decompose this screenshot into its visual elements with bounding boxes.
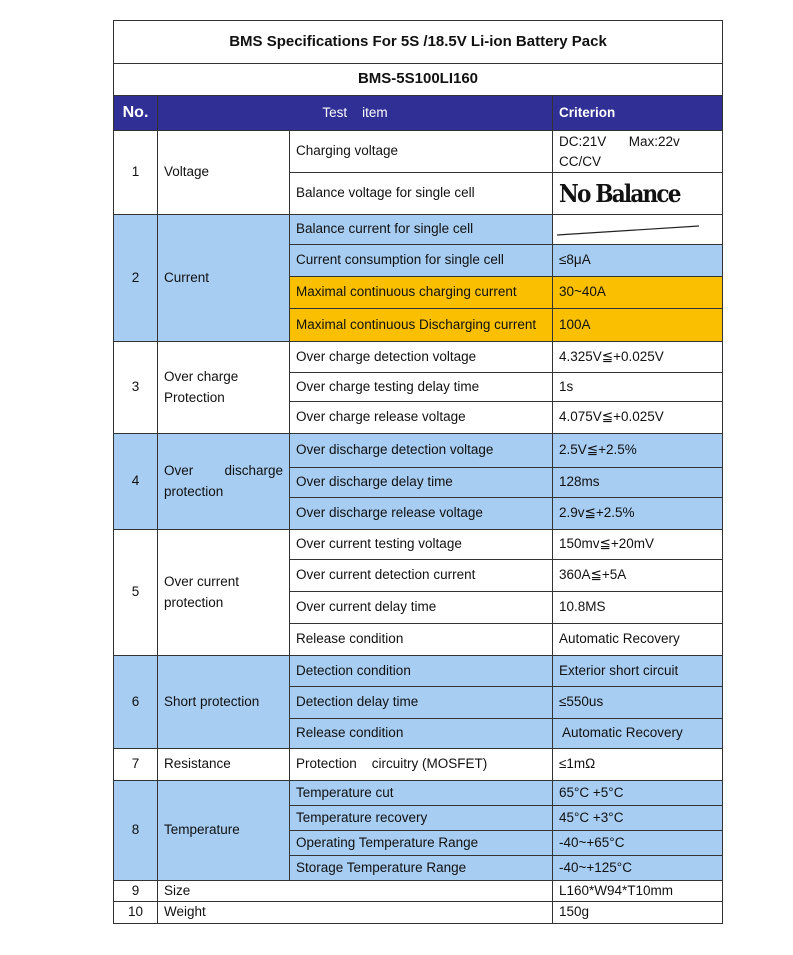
header-test-item: Test item bbox=[158, 96, 553, 131]
test-item: Release condition bbox=[290, 624, 553, 656]
criterion-value: 128ms bbox=[553, 468, 723, 498]
group-name-text: Over discharge protection bbox=[164, 463, 283, 499]
test-item: Release condition bbox=[290, 719, 553, 749]
spec-sheet bbox=[113, 20, 722, 924]
criterion-value bbox=[553, 173, 723, 215]
group-name: Voltage bbox=[158, 131, 290, 215]
test-item: Temperature cut bbox=[290, 781, 553, 806]
criterion-value: 150mv≦+20mV bbox=[553, 530, 723, 560]
criterion-value bbox=[553, 131, 723, 173]
criterion-value: 30~40A bbox=[553, 277, 723, 309]
criterion-value: ≤1mΩ bbox=[553, 749, 723, 781]
criterion-value: 2.5V≦+2.5% bbox=[553, 434, 723, 468]
criterion-value: Automatic Recovery bbox=[553, 624, 723, 656]
test-item: Over current delay time bbox=[290, 592, 553, 624]
group-name: Over charge Protection bbox=[158, 342, 290, 434]
group-number: 4 bbox=[114, 434, 158, 530]
header-no: No. bbox=[114, 96, 158, 131]
group-name: Size bbox=[158, 881, 553, 902]
criterion-value: 65°C +5°C bbox=[553, 781, 723, 806]
group-number: 2 bbox=[114, 215, 158, 342]
test-item: Maximal continuous charging current bbox=[290, 277, 553, 309]
test-item: Maximal continuous Discharging current bbox=[290, 309, 553, 342]
test-item-text: Protection circuitry (MOSFET) bbox=[296, 756, 488, 772]
criterion-value: 45°C +3°C bbox=[553, 806, 723, 831]
test-item: Over discharge delay time bbox=[290, 468, 553, 498]
group-number: 5 bbox=[114, 530, 158, 656]
criterion-value: ≤8μA bbox=[553, 245, 723, 277]
group-name bbox=[158, 434, 290, 530]
group-number: 3 bbox=[114, 342, 158, 434]
test-item: Detection condition bbox=[290, 656, 553, 687]
criterion-value: -40~+125°C bbox=[553, 856, 723, 881]
group-name: Short protection bbox=[158, 656, 290, 749]
criterion-value bbox=[553, 215, 723, 245]
group-name: Resistance bbox=[158, 749, 290, 781]
criterion-value: -40~+65°C bbox=[553, 831, 723, 856]
test-item bbox=[290, 749, 553, 781]
group-number: 7 bbox=[114, 749, 158, 781]
test-item: Operating Temperature Range bbox=[290, 831, 553, 856]
test-item: Balance voltage for single cell bbox=[290, 173, 553, 215]
group-number: 6 bbox=[114, 656, 158, 749]
criterion-value: L160*W94*T10mm bbox=[553, 881, 723, 902]
sheet-title: BMS Specifications For 5S /18.5V Li-ion Battery Pack bbox=[114, 21, 723, 64]
criterion-value: 1s bbox=[553, 373, 723, 402]
criterion-value bbox=[553, 719, 723, 749]
test-item: Over discharge release voltage bbox=[290, 498, 553, 530]
test-item: Temperature recovery bbox=[290, 806, 553, 831]
criterion-line: DC:21V Max:22v bbox=[559, 133, 680, 149]
no-balance-stamp: No Balance bbox=[559, 178, 680, 208]
criterion-value: ≤550us bbox=[553, 687, 723, 719]
test-item: Over current testing voltage bbox=[290, 530, 553, 560]
test-item: Detection delay time bbox=[290, 687, 553, 719]
criterion-value: 150g bbox=[553, 902, 723, 923]
criterion-value: 2.9v≦+2.5% bbox=[553, 498, 723, 530]
test-item: Over charge detection voltage bbox=[290, 342, 553, 373]
strike-line bbox=[553, 224, 703, 236]
criterion-value: 4.075V≦+0.025V bbox=[553, 402, 723, 434]
group-number: 9 bbox=[114, 881, 158, 902]
spec-table bbox=[113, 20, 723, 924]
test-item: Over charge testing delay time bbox=[290, 373, 553, 402]
group-name: Current bbox=[158, 215, 290, 342]
group-name: Temperature bbox=[158, 781, 290, 881]
criterion-text: Automatic Recovery bbox=[559, 725, 683, 741]
test-item: Over discharge detection voltage bbox=[290, 434, 553, 468]
group-number: 10 bbox=[114, 902, 158, 923]
test-item: Storage Temperature Range bbox=[290, 856, 553, 881]
test-item: Charging voltage bbox=[290, 131, 553, 173]
criterion-value: 100A bbox=[553, 309, 723, 342]
criterion-line: CC/CV bbox=[559, 153, 602, 169]
test-item: Over current detection current bbox=[290, 560, 553, 592]
group-number: 8 bbox=[114, 781, 158, 881]
test-item: Current consumption for single cell bbox=[290, 245, 553, 277]
model-number: BMS-5S100LI160 bbox=[114, 64, 723, 96]
criterion-value: Exterior short circuit bbox=[553, 656, 723, 687]
header-criterion: Criterion bbox=[553, 96, 723, 131]
test-item: Balance current for single cell bbox=[290, 215, 553, 245]
test-item: Over charge release voltage bbox=[290, 402, 553, 434]
criterion-value: 10.8MS bbox=[553, 592, 723, 624]
criterion-value: 360A≦+5A bbox=[553, 560, 723, 592]
criterion-value: 4.325V≦+0.025V bbox=[553, 342, 723, 373]
group-number: 1 bbox=[114, 131, 158, 215]
group-name: Over current protection bbox=[158, 530, 290, 656]
group-name: Weight bbox=[158, 902, 553, 923]
